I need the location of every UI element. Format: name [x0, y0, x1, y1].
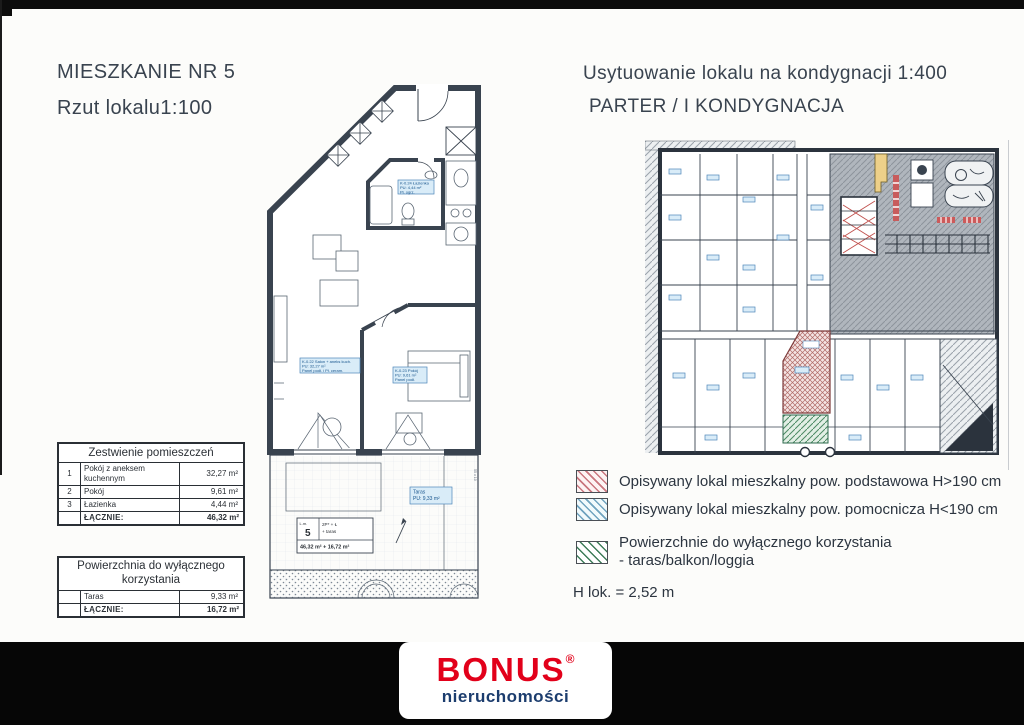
red-hatch-swatch [576, 470, 608, 493]
legend-text: Opisywany lokal mieszkalny pow. podstawowa H>190 cm [619, 472, 1002, 490]
table-row [58, 499, 244, 512]
bonus-logo [399, 653, 612, 686]
svg-text:PU: 9,61 m²: PU: 9,61 m² [395, 372, 417, 378]
legend [573, 470, 1016, 601]
table-row [58, 463, 244, 486]
terrace-label [410, 487, 452, 504]
svg-text:PU: 32,27 m²: PU: 32,27 m² [302, 363, 326, 369]
svg-text:K-0.23 Pokój: K-0.23 Pokój [395, 368, 418, 373]
svg-text:5: 5 [305, 528, 311, 539]
room-label-living [300, 358, 360, 373]
exclusive-use-table [57, 556, 245, 618]
rooms-table-title: Zestwienie pomieszczeń [58, 443, 244, 463]
room-area: 9,33 m² [180, 590, 245, 603]
room-label-bathroom [398, 180, 434, 195]
blue-hatch-swatch [576, 498, 608, 521]
svg-text:Panel podł. i Pł. ceram.: Panel podł. i Pł. ceram. [302, 368, 344, 373]
svg-text:2P* + Ł: 2P* + Ł [322, 522, 338, 527]
unit-5-chip2 [795, 367, 809, 373]
ramp-corner [940, 339, 997, 453]
legend-item-exclusive-use [576, 534, 1016, 570]
svg-text:Panel podł.: Panel podł. [395, 377, 416, 382]
bonus-logo-subtitle: nieruchomości [441, 687, 570, 706]
scan-edge-left [0, 0, 2, 475]
unit-info-box [297, 518, 373, 553]
total-label: ŁĄCZNIE: [81, 512, 180, 526]
table-total-row [58, 603, 244, 617]
legend-text-line1: Powierzchnie do wyłącznego korzystania [619, 534, 892, 551]
row-number: 2 [58, 486, 81, 499]
svg-text:Taras: Taras [413, 489, 426, 496]
room-area: 32,27 m² [180, 463, 245, 486]
room-name: Łazienka [81, 499, 180, 512]
total-value: 46,32 m² [180, 512, 245, 526]
svg-text:K-0.24 Łazienka: K-0.24 Łazienka [400, 180, 429, 186]
room-name: Pokój z aneksem kuchennym [81, 463, 180, 486]
unit-5-chip [803, 341, 819, 348]
room-label-bedroom [393, 367, 427, 383]
room-area: 9,61 m² [180, 486, 245, 499]
location-title: Usytuowanie lokalu na kondygnacji 1:400 [583, 63, 948, 84]
green-hatch-swatch [576, 541, 608, 564]
equipment-tables [911, 160, 933, 207]
apartment-floor-plan [258, 83, 484, 607]
exclusive-title-line2: korzystania [121, 573, 181, 586]
building-site-plan [645, 135, 1013, 470]
rooms-table [57, 442, 245, 526]
apartment-title: MIESZKANIE NR 5 [57, 61, 236, 83]
bonus-wordmark: BONUS [436, 651, 566, 688]
agency-logo-card [399, 642, 612, 719]
garage-zone [830, 154, 994, 334]
svg-text:PU: 4,44 m²: PU: 4,44 m² [400, 185, 422, 190]
site-edge-hatch [645, 150, 660, 453]
playground [945, 161, 993, 207]
dimension-note: 55 x 10 [473, 469, 477, 481]
table-total-row [58, 512, 244, 526]
total-value: 16,72 m² [180, 603, 245, 617]
table-row [58, 590, 244, 603]
legend-text: Opisywany lokal mieszkalny pow. pomocnicza H<190 cm [619, 500, 998, 518]
row-number [58, 590, 81, 603]
room-name: Taras [81, 590, 180, 603]
legend-item-basic-area [576, 470, 1016, 493]
svg-text:L.m.: L.m. [299, 521, 308, 526]
apartment-subtitle: Rzut lokalu1:100 [57, 97, 213, 119]
location-subtitle: PARTER / I KONDYGNACJA [589, 96, 845, 117]
kitchen-annex [446, 161, 476, 245]
legend-text [619, 534, 892, 570]
room-name: Pokój [81, 486, 180, 499]
total-label: ŁĄCZNIE: [81, 603, 180, 617]
row-number: 1 [58, 463, 81, 486]
scan-edge-top [0, 0, 1024, 9]
registered-mark: ® [565, 652, 575, 666]
svg-text:K-0.22 Salon + aneks kuch.: K-0.22 Salon + aneks kuch. [302, 359, 352, 364]
svg-text:46,32 m² + 16,72 m²: 46,32 m² + 16,72 m² [300, 544, 350, 551]
right-heading-group [583, 64, 947, 130]
exclusive-table-title [58, 557, 244, 590]
left-heading-group [57, 62, 235, 134]
table-row [58, 486, 244, 499]
exclusive-title-line1: Powierzchnia do wyłącznego [77, 560, 225, 572]
room-area: 4,44 m² [180, 499, 245, 512]
row-number: 3 [58, 499, 81, 512]
highlighted-terrace [783, 415, 828, 443]
legend-item-auxiliary-area [576, 498, 1016, 521]
svg-text:+ taras: + taras [322, 529, 337, 534]
svg-text:Pł. ogrz.: Pł. ogrz. [400, 189, 415, 195]
shaft-box [446, 127, 476, 155]
red-column-strip [893, 175, 899, 221]
legend-text-line2: - taras/balkon/loggia [619, 552, 755, 569]
svg-text:PU: 9,33 m²: PU: 9,33 m² [413, 496, 440, 502]
unit-height-note: H lok. = 2,52 m [573, 584, 675, 601]
